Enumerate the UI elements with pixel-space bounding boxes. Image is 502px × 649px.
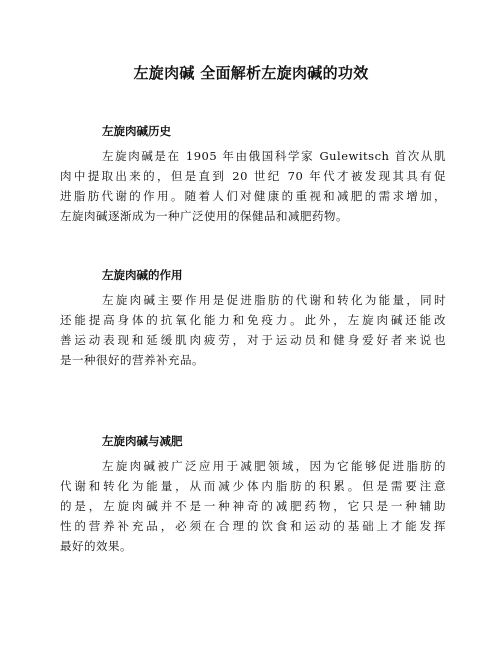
section-paragraph-effects (60, 290, 446, 370)
paragraph-line: 左旋肉碱是在 1905 年由俄国科学家 Gulewitsch 首次从肌 (102, 149, 446, 163)
section-heading-effects: 左旋肉碱的作用 (102, 268, 183, 282)
paragraph-line: 的是，左旋肉碱并不是一种神奇的减肥药物，它只是一种辅助 (60, 499, 446, 513)
paragraph-line: 代谢和转化为能量，从而减少体内脂肪的积累。但是需要注意 (60, 479, 446, 493)
section-paragraph-weight-loss (60, 456, 446, 556)
paragraph-line: 是一种很好的营养补充品。 (60, 353, 204, 367)
paragraph-line: 肉中提取出来的，但是直到 20 世纪 70 年代才被发现其具有促 (60, 169, 446, 183)
document-title: 左旋肉碱 全面解析左旋肉碱的功效 (133, 64, 369, 82)
paragraph-line: 进脂肪代谢的作用。随着人们对健康的重视和减肥的需求增加， (60, 189, 446, 203)
paragraph-line: 左旋肉碱主要作用是促进脂肪的代谢和转化为能量，同时 (102, 293, 446, 307)
paragraph-line: 还能提高身体的抗氧化能力和免疫力。此外，左旋肉碱还能改 (60, 313, 446, 327)
paragraph-line: 善运动表现和延缓肌肉疲劳，对于运动员和健身爱好者来说也 (60, 333, 446, 347)
paragraph-line: 最好的效果。 (60, 539, 132, 553)
paragraph-line: 左旋肉碱逐渐成为一种广泛使用的保健品和减肥药物。 (60, 209, 348, 223)
paragraph-line: 左旋肉碱被广泛应用于减肥领域，因为它能够促进脂肪的 (102, 459, 446, 473)
section-paragraph-history (60, 146, 446, 226)
section-heading-weight-loss: 左旋肉碱与减肥 (102, 434, 183, 448)
section-heading-history: 左旋肉碱历史 (102, 124, 171, 138)
paragraph-line: 性的营养补充品，必须在合理的饮食和运动的基础上才能发挥 (60, 519, 446, 533)
